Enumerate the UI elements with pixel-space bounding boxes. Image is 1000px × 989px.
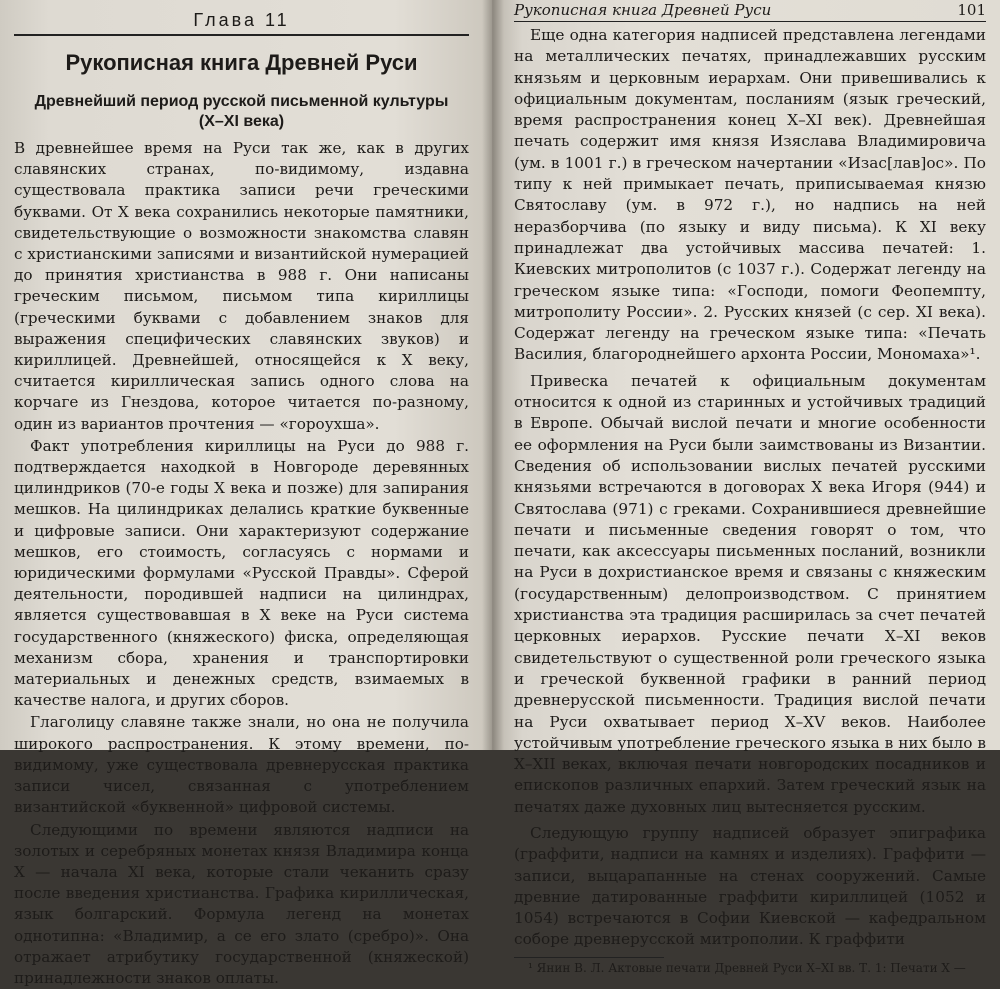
left-page-content <box>14 10 469 989</box>
right-running-head <box>514 0 986 22</box>
paragraph: Еще одна категория надписей представлена легендами на металлических печатях, принадлежавших русским князьям и церковным иерархам. Они привешивались к официальным документам, посланиям (язык греческий, время распространения конец X–XI век). Древнейшая печать содержит имя князя Изяслава Владимировича (ум. в 1001 г.) в греческом начертании «Изас[лав]ос». По типу к ней примыкает печать, приписываемая князю Святославу (ум. в 972 г.), но надпись на ней неразборчива (по языку и виду письма). К XI веку принадлежат два устойчивых массива печатей: 1. Киевских митрополитов (с 1037 г.). Содержат легенду на греческом языке типа: «Господи, помоги Феопемпту, митрополиту России». 2. Русских князей (с сер. XI века). Содержат легенду на греческом языке типа: «Печать Василия, благороднейшего архонта России, Мономаха»¹. <box>514 25 986 366</box>
right-page <box>492 0 1000 750</box>
book-gutter <box>482 0 504 750</box>
left-page <box>0 0 492 750</box>
section-title: Древнейший период русской письменной культуры (X–XI века) <box>14 92 469 132</box>
left-running-head <box>14 10 469 36</box>
page-number: 101 <box>957 1 986 19</box>
paragraph: Глаголицу славяне также знали, но она не получила широкого распространения. К этому времени, по-видимому, уже существовала древнерусская практика записи чисел, связанная с употреблением византийской «буквенной» цифровой системы. <box>14 712 469 818</box>
paragraph: Факт употребления кириллицы на Руси до 988 г. подтверждается находкой в Новгороде деревянных цилиндриков (70-е годы X века и позже) для запирания мешков. На цилиндриках делались краткие буквенные и цифровые записи. Они характеризуют содержание мешков, его стоимость, согласуясь с нормами и юридическими формулами «Русской Правды». Сферой деятельности, породившей надписи на цилиндрах, является существовавшая в X веке на Руси система государственного (княжеского) фиска, определяющая механизм сбора, хранения и транспортировки материальных и денежных средств, взимаемых в качестве налога, и других сборов. <box>14 436 469 712</box>
paragraph: Следующими по времени являются надписи на золотых и серебряных монетах князя Владимира конца X — начала XI века, которые стали чеканить сразу после введения христианства. Графика кириллическая, язык болгарский. Формула легенд на монетах однотипна: «Владимир, а се его злато (сребро)». Она отражает атрибутику государственной (княжеской) принадлежности знаков оплаты. <box>14 820 469 989</box>
running-head-title: Рукописная книга Древней Руси <box>514 1 771 19</box>
chapter-label: Глава 11 <box>193 10 289 31</box>
paragraph: Следующую группу надписей образует эпиграфика (граффити, надписи на камнях и изделиях). Граффити — записи, выцарапанные на стенах сооружений. Самые древние датированные граффити кириллицей (1052 и 1054) встречаются в Софии Киевской — кафедральном соборе древнерусской митрополии. К граффити <box>514 823 986 951</box>
paragraph: В древнейшее время на Руси так же, как в других славянских странах, по-видимому, издавна существовала практика записи речи греческими буквами. От X века сохранились некоторые памятники, свидетельствующие о возможности знакомства славян с христианскими записями и византийской нумерацией до принятия христианства в 988 г. Они написаны греческим письмом, письмом типа кириллицы (греческими буквами с добавлением знаков для выражения специфических славянских звуков) и кириллицей. Древнейшей, относящейся к X веку, считается кириллическая запись одного слова на корчаге из Гнездова, которое читается по-разному, один из вариантов прочтения — «гороухша». <box>14 138 469 435</box>
chapter-title: Рукописная книга Древней Руси <box>14 50 469 76</box>
footnote: ¹ Янин В. Л. Актовые печати Древней Руси X–XI вв. Т. 1: Печати X — <box>514 960 986 976</box>
paragraph: Привеска печатей к официальным документам относится к одной из старинных и устойчивых традиций в Европе. Обычай вислой печати и многие особенности ее оформления на Руси были заимствованы из Византии. Сведения об использовании вислых печатей русскими князьями встречаются в договорах X века Игоря (944) и Святослава (971) с греками. Сохранившиеся древнейшие печати и письменные сведения говорят о том, что печати, как аксессуары письменных посланий, возникли на Руси в дохристианское время и связаны с княжеским (государственным) делопроизводством. С принятием христианства эта традиция расширилась за счет печатей церковных иерархов. Русские печати X–XI веков свидетельствуют о существенной роли греческого языка и греческой буквенной графики в ранний период древнерусской письменности. Традиция вислой печати на Руси охватывает период X–XV веков. Наиболее устойчивым употребление греческого языка в них было в X–XII веках, включая печати новгородских посадников и епископов различных епархий. Затем греческий язык на печатях даже духовных лиц вытесняется русским. <box>514 371 986 818</box>
right-page-content <box>514 0 986 976</box>
footnote-rule <box>514 957 664 958</box>
